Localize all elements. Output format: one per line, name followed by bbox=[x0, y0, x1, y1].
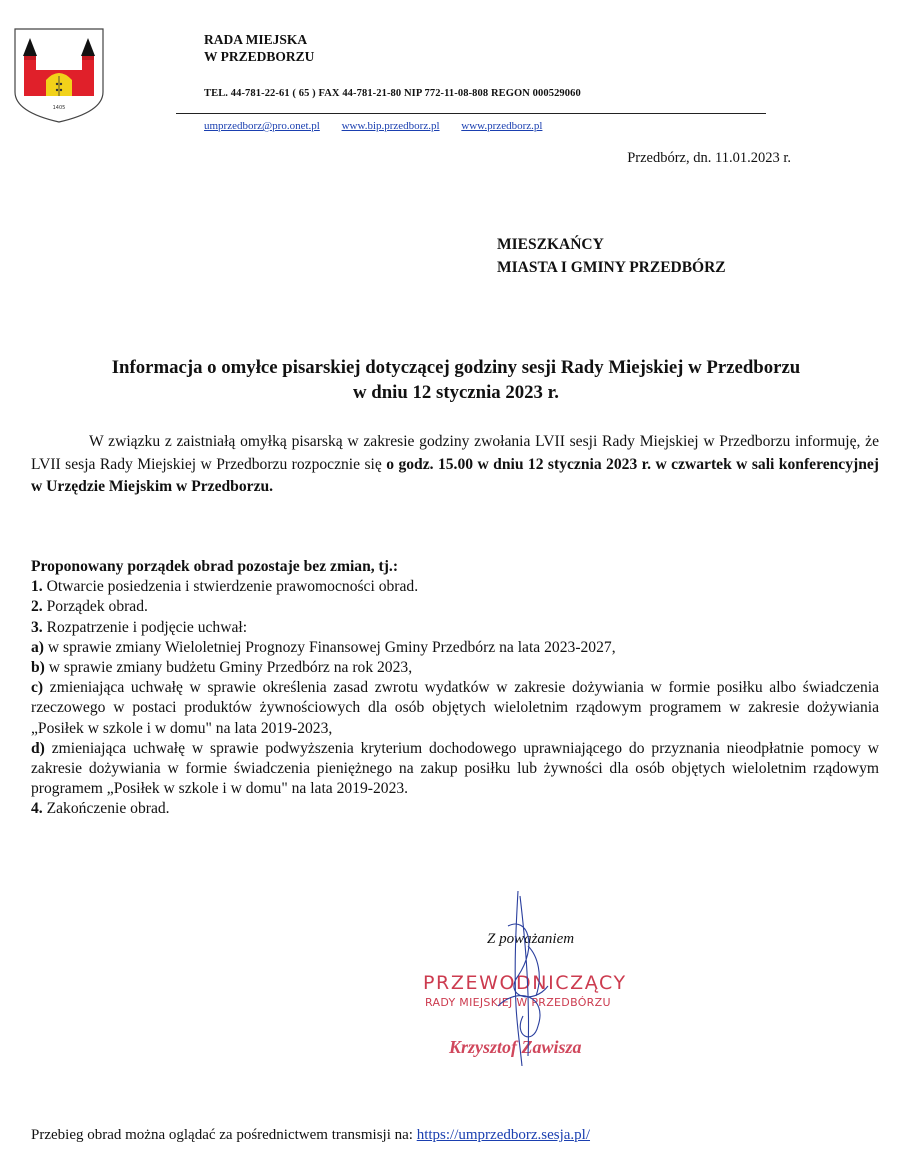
crest-year: 1405 bbox=[52, 105, 66, 111]
email-link[interactable]: umprzedborz@pro.onet.pl bbox=[204, 120, 320, 132]
sub-item: c) zmieniająca uchwałę w sprawie określenia zasad zwrotu wydatków w zakresie dożywiania w formie posiłku albo świadczenia rzeczowego w postaci produktów żywnościowych dla osób objętych wieloletnim rządowym programem w zakresie dożywiania „Posiłek w szkole i w domu" na lata 2019-2023, bbox=[31, 679, 879, 737]
title-line-1: Informacja o omyłce pisarskiej dotyczącej godziny sesji Rady Miejskiej w Przedborzu bbox=[111, 357, 801, 378]
stamp-subtitle: RADY MIEJSKIEJ W PRZEDBÓRZU bbox=[425, 996, 611, 1009]
org-line-2: W PRZEDBORZU bbox=[204, 49, 315, 64]
stamp-name: Krzysztof Zawisza bbox=[449, 1037, 582, 1057]
sub-item: a) w sprawie zmiany Wieloletniej Prognozy Finansowej Gminy Przedbórz na lata 2023-2027, bbox=[31, 638, 616, 656]
title-line-2: w dniu 12 stycznia 2023 r. bbox=[353, 382, 559, 403]
bip-link[interactable]: www.bip.przedborz.pl bbox=[341, 120, 440, 132]
date-line: Przedbórz, dn. 11.01.2023 r. bbox=[627, 150, 791, 166]
sub-item: d) zmieniająca uchwałę w sprawie podwyższenia kryterium dochodowego uprawniającego do przyznania nieodpłatnie pomocy w zakresie dożywiania w formie świadczenia pieniężnego na zakup posiłku lub żywności dla osób objętych wieloletnim rządowym programem „Posiłek w szkole i w domu" na lata 2019-2023. bbox=[31, 739, 879, 798]
coat-of-arms-icon bbox=[12, 26, 106, 124]
website-link[interactable]: www.przedborz.pl bbox=[461, 120, 543, 132]
list-item: 3. Rozpatrzenie i podjęcie uchwał: bbox=[31, 618, 248, 636]
handwritten-signature bbox=[478, 886, 588, 1076]
contact-line: TEL. 44-781-22-61 ( 65 ) FAX 44-781-21-80 NIP 772-11-08-808 REGON 000529060 bbox=[204, 88, 581, 99]
list-item: 2. Porządek obrad. bbox=[31, 598, 148, 616]
addressee-line-1: MIESZKAŃCY bbox=[497, 236, 604, 253]
footer-text: Przebieg obrad można oglądać za pośrednictwem transmisji na: bbox=[31, 1127, 417, 1143]
addressee-line-2: MIASTA I GMINY PRZEDBÓRZ bbox=[497, 259, 726, 276]
org-line-1: RADA MIEJSKA bbox=[204, 32, 308, 47]
document-title bbox=[0, 355, 900, 405]
regards-text: Z poważaniem bbox=[487, 931, 575, 947]
agenda bbox=[31, 557, 879, 820]
agenda-heading: Proponowany porządek obrad pozostaje bez zmian, tj.: bbox=[31, 558, 399, 575]
stream-link[interactable]: https://umprzedborz.sesja.pl/ bbox=[416, 1127, 591, 1143]
body-paragraph bbox=[31, 431, 879, 499]
body-intro: W związku z zaistniałą omyłką pisarską w zakresie godziny zwołania LVII sesji Rady Miejskiej w Przedborzu informuję, że LVII sesja Rady Miejskiej w Przedborzu rozpocznie się bbox=[31, 433, 879, 473]
addressee bbox=[497, 233, 726, 279]
footer bbox=[31, 1127, 590, 1144]
body-bold: o godz. 15.00 w dniu 12 stycznia 2023 r. w czwartek w sali konferencyjnej w Urzędzie Miejskim w Przedborzu. bbox=[31, 455, 879, 495]
header-divider bbox=[176, 113, 766, 114]
list-item: 1. Otwarcie posiedzenia i stwierdzenie prawomocności obrad. bbox=[31, 578, 419, 596]
stamp-title: PRZEWODNICZĄCY bbox=[423, 972, 627, 994]
org-name bbox=[204, 31, 314, 65]
sub-item: b) w sprawie zmiany budżetu Gminy Przedbórz na rok 2023, bbox=[31, 659, 413, 677]
list-item: 4. Zakończenie obrad. bbox=[31, 800, 170, 818]
header-links bbox=[204, 120, 561, 132]
